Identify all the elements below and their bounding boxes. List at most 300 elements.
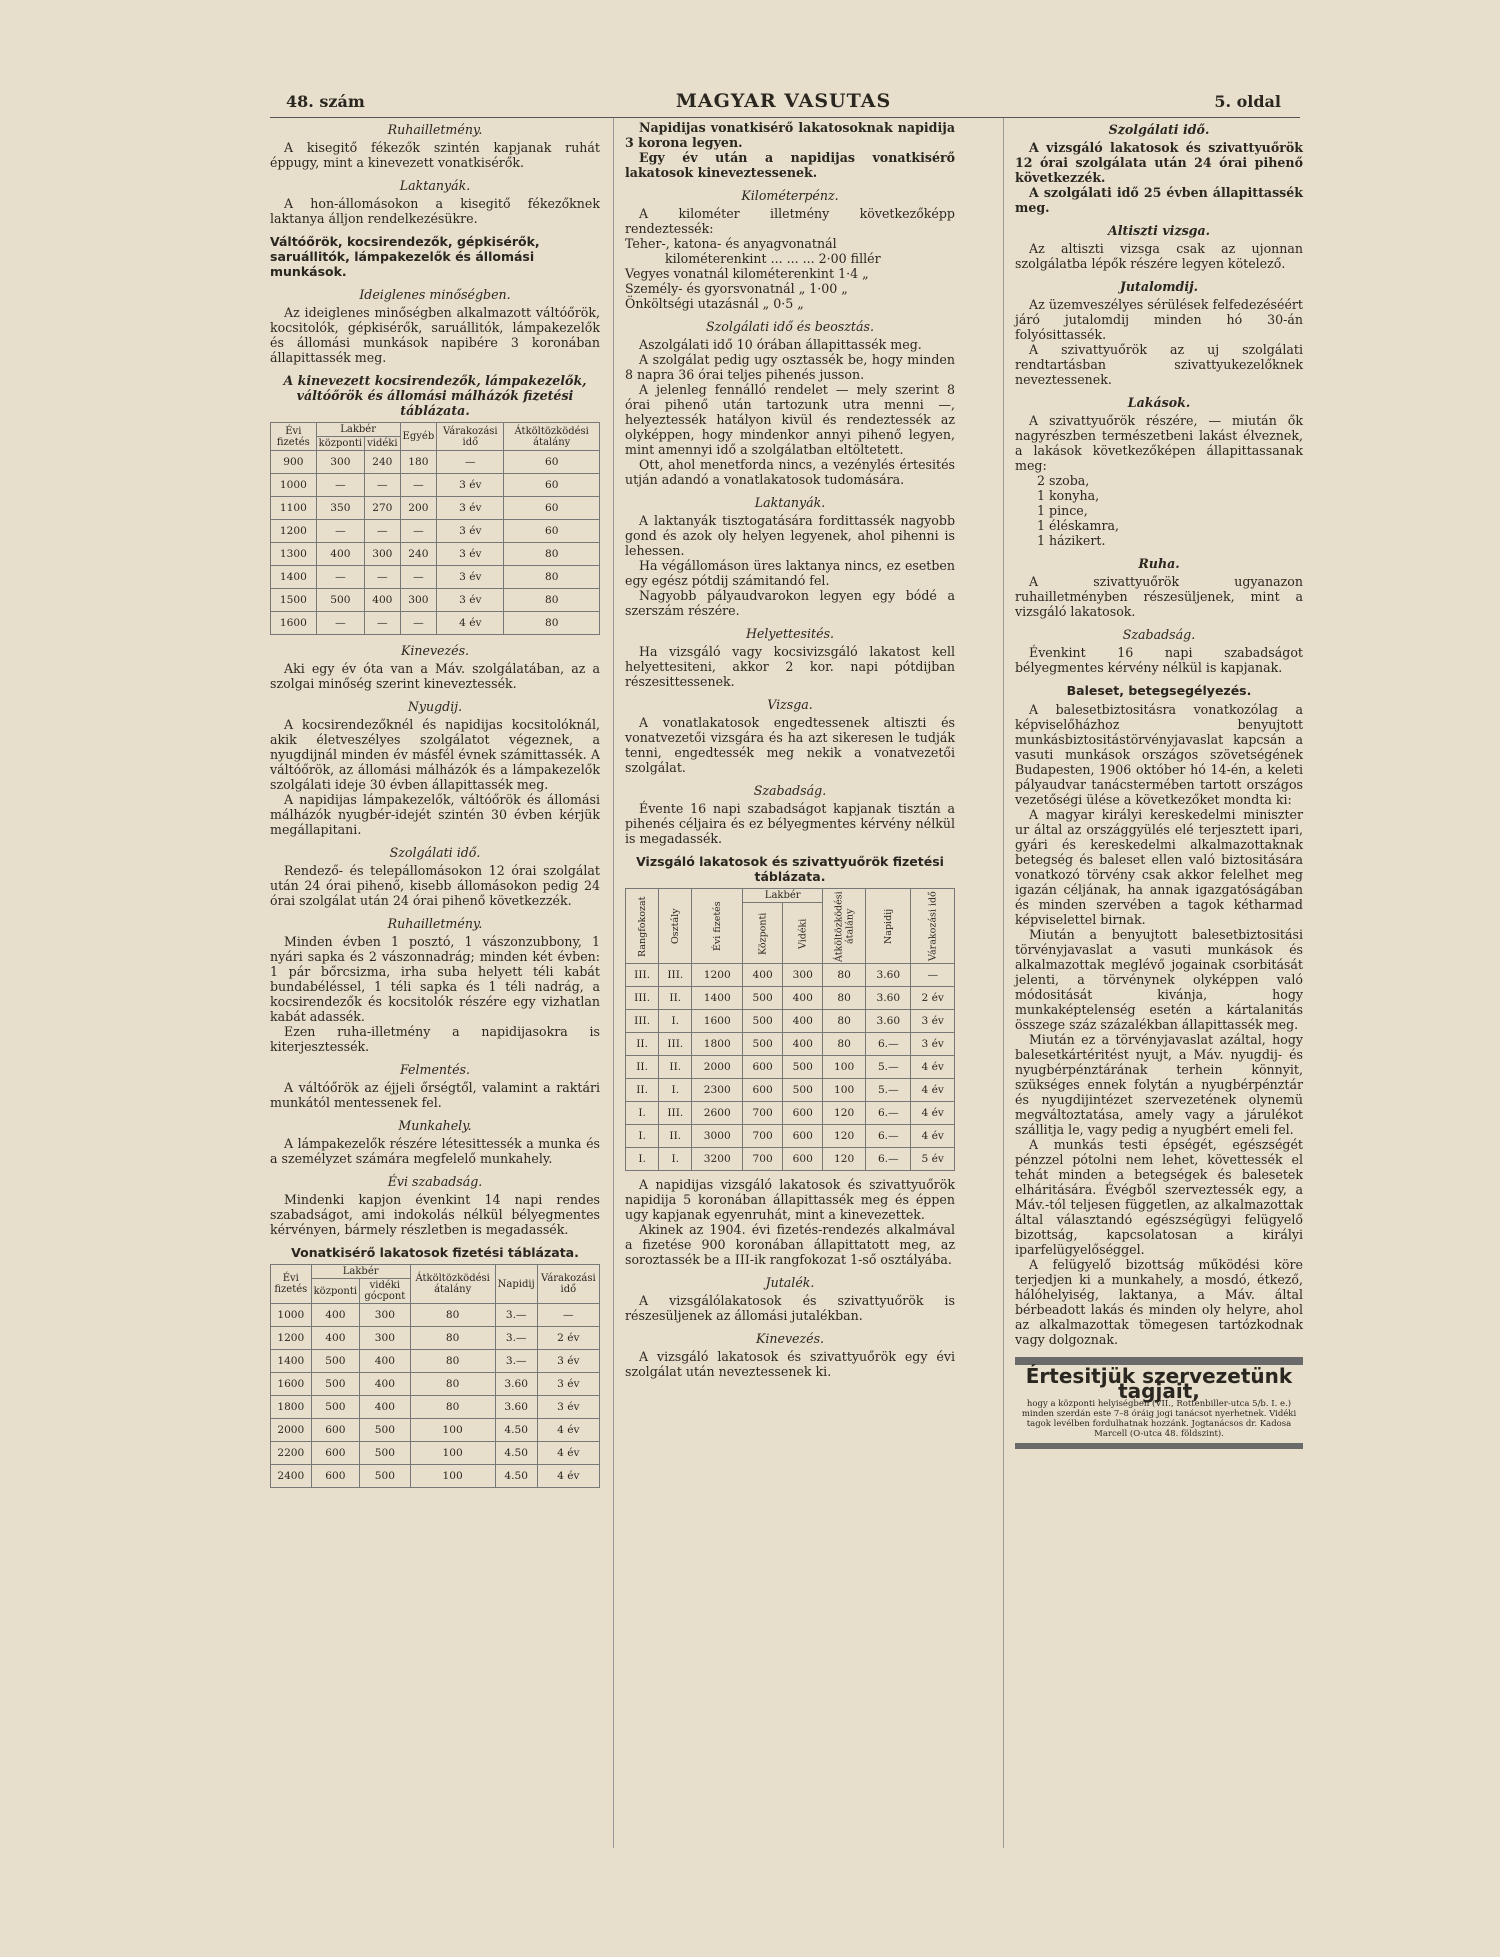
table-cell: 1400 <box>271 1350 312 1373</box>
table-cell: 3.60 <box>495 1396 537 1419</box>
notice-headline: Értesitjük szervezetünk tagjait, <box>1025 1364 1293 1403</box>
table-cell: 80 <box>823 964 866 987</box>
table-cell: 3 év <box>537 1350 599 1373</box>
table-cell: — <box>316 474 364 497</box>
table-row <box>626 1125 955 1148</box>
table-cell: 200 <box>400 497 437 520</box>
table-cell: 4.50 <box>495 1465 537 1488</box>
table-row <box>271 497 600 520</box>
table-cell: 4 év <box>537 1442 599 1465</box>
header-rule <box>270 117 1300 118</box>
table-cell: 3.60 <box>495 1373 537 1396</box>
table-cell: 2 év <box>911 987 955 1010</box>
table-cell: — <box>911 964 955 987</box>
th-annual-salary: Évi fizetés <box>271 423 317 451</box>
table-cell: 400 <box>365 589 400 612</box>
table-cell: 400 <box>743 964 783 987</box>
table-cell: 4.50 <box>495 1419 537 1442</box>
table-cell: 300 <box>360 1327 411 1350</box>
table-cell: 700 <box>743 1148 783 1171</box>
table-cell: 3.60 <box>866 1010 911 1033</box>
table-cell: 60 <box>504 497 600 520</box>
table-cell: 500 <box>783 1056 823 1079</box>
table-cell: 1400 <box>271 566 317 589</box>
section-heading: Laktanyák. <box>754 495 826 510</box>
table-cell: 500 <box>743 1010 783 1033</box>
paragraph: Aszolgálati idő 10 órában állapittassék meg. <box>639 337 922 352</box>
table-cell: 400 <box>360 1373 411 1396</box>
table-row <box>271 543 600 566</box>
section-heading: Helyettesités. <box>745 626 835 641</box>
table-cell: 2 év <box>537 1327 599 1350</box>
table-cell: 180 <box>400 451 437 474</box>
table-cell: 80 <box>410 1373 495 1396</box>
issue-number: 48. szám <box>286 92 365 111</box>
section-heading: Kilométerpénz. <box>741 188 839 203</box>
table-cell: 120 <box>823 1125 866 1148</box>
table-cell: 600 <box>311 1465 359 1488</box>
table-cell: I. <box>659 1148 692 1171</box>
salary-table-1 <box>270 422 600 635</box>
table-cell: III. <box>659 964 692 987</box>
table-cell: 3 év <box>437 589 504 612</box>
table-cell: 100 <box>410 1465 495 1488</box>
table-cell: 80 <box>504 543 600 566</box>
table-cell: 3 év <box>437 520 504 543</box>
table-cell: 1200 <box>271 1327 312 1350</box>
table-cell: 300 <box>783 964 823 987</box>
th-videki: vidéki <box>365 437 400 451</box>
paragraph: A szivattyuőrök részére, — miután ők nagyrészben természetbeni lakást élveznek, a lakások következőképen állapittassanak meg: <box>1015 413 1303 473</box>
table-row <box>626 1079 955 1102</box>
table-row <box>271 1327 600 1350</box>
table-cell: 400 <box>783 1033 823 1056</box>
th-rank: Rangfokozat <box>626 889 659 964</box>
table-cell: 400 <box>360 1396 411 1419</box>
table-cell: 1400 <box>692 987 743 1010</box>
table-cell: — <box>400 520 437 543</box>
table-row <box>271 520 600 543</box>
table-cell: — <box>400 566 437 589</box>
paragraph: A felügyelő bizottság működési köre terjedjen ki a munkahely, a mosdó, étkező, hálóhelyiség, laktanya, a Máv. által bérbeadott lakás és minden oly helyre, ahol az alkalmazottak tömegesen tartózkodnak vagy dolgoznak. <box>1015 1257 1303 1347</box>
table-cell: 5 év <box>911 1148 955 1171</box>
table-cell: 500 <box>743 987 783 1010</box>
table-cell: — <box>365 474 400 497</box>
paragraph: Az ideiglenes minőségben alkalmazott váltóőrök, kocsitolók, gépkisérők, saruállitók, lámpakezelők és állomási munkások napibére 3 koronában állapittassék meg. <box>270 305 600 365</box>
table-cell: 300 <box>360 1304 411 1327</box>
table-cell: 80 <box>410 1327 495 1350</box>
salary-table-2 <box>270 1264 600 1488</box>
table-cell: 1600 <box>692 1010 743 1033</box>
section-heading: Szolgálati idő. <box>389 845 481 860</box>
section-heading: Kinevezés. <box>755 1331 825 1346</box>
paragraph: A jelenleg fennálló rendelet — mely szerint 8 órai pihenő után tartozunk utra menni —, helyeztessék hatályon kivül és rendeztessék az olyképpen, hogy mindenkor annyi pihenő legyen, mint amennyi idő a szolgálatban eltöltetett. <box>625 382 955 457</box>
paragraph: A kilométer illetmény következőképp rendeztessék: <box>625 206 955 236</box>
table-cell: 400 <box>316 543 364 566</box>
bold-heading: Vonatkisérő lakatosok fizetési táblázata. <box>291 1245 579 1260</box>
room-list <box>1037 473 1303 548</box>
table-cell: 1600 <box>271 1373 312 1396</box>
rate-line: kilométerenkint ... ... ... 2·00 fillér <box>665 251 881 266</box>
table-cell: 1200 <box>692 964 743 987</box>
paragraph: Az üzemveszélyes sérülések felfedezéséért járó jutalomdij minden hó 30-án folyósittassék. <box>1015 297 1303 342</box>
table-cell: 80 <box>504 612 600 635</box>
th-kozponti: központi <box>311 1279 359 1304</box>
th-kozponti: Központi <box>743 903 783 964</box>
kilometer-rates <box>625 236 955 311</box>
paragraph: A vizsgáló lakatosok és szivattyuőrök 12 órai szolgálata után 24 órai pihenő következzék. <box>1015 140 1303 185</box>
section-heading: Altiszti vizsga. <box>1107 223 1211 238</box>
paragraph: Napidijas vonatkisérő lakatosoknak napidija 3 korona legyen. <box>625 120 955 150</box>
table-cell: 500 <box>316 589 364 612</box>
table-cell: 3.60 <box>866 964 911 987</box>
table-cell: 300 <box>400 589 437 612</box>
table-cell: 80 <box>410 1396 495 1419</box>
table-body <box>271 1304 600 1488</box>
th-moving: Átköltözködési átalány <box>410 1265 495 1304</box>
th-videki: Vidéki <box>783 903 823 964</box>
table-cell: 4.50 <box>495 1442 537 1465</box>
table-cell: 2200 <box>271 1442 312 1465</box>
table-row <box>271 566 600 589</box>
paragraph: Rendező- és telepállomásokon 12 órai szolgálat után 24 órai pihenő, kisebb állomásokon pedig 24 órai szolgálat után 24 órai pihenő következzék. <box>270 863 600 908</box>
paragraph: A vonatlakatosok engedtessenek altiszti és vonatvezetői vizsgára és ha azt sikeresen le tudják tenni, engedtessék meg nekik a vonatvezetői szolgálat. <box>625 715 955 775</box>
paragraph: A vizsgáló lakatosok és szivattyuőrök egy évi szolgálat után neveztessenek ki. <box>625 1349 955 1379</box>
table-cell: 2600 <box>692 1102 743 1125</box>
table-cell: 3000 <box>692 1125 743 1148</box>
table-row <box>271 451 600 474</box>
th-lakber: Lakbér <box>743 889 823 903</box>
paragraph: Ha vizsgáló vagy kocsivizsgáló lakatost kell helyettesiteni, akkor 2 kor. napi pótdijban részesittessenek. <box>625 644 955 689</box>
th-daily: Napidij <box>495 1265 537 1304</box>
bold-heading: Vizsgáló lakatosok és szivattyuőrök fizetési táblázata. <box>636 854 944 884</box>
table-cell: II. <box>659 1056 692 1079</box>
table-body <box>626 964 955 1171</box>
table-cell: 3 év <box>911 1033 955 1056</box>
paragraph: Ezen ruha-illetmény a napidijasokra is kiterjesztessék. <box>270 1024 600 1054</box>
section-heading: Ruhailletmény. <box>387 916 483 931</box>
list-item: 1 éléskamra, <box>1037 518 1120 533</box>
table-cell: 500 <box>783 1079 823 1102</box>
paragraph: Minden évben 1 posztó, 1 vászonzubbony, 1 nyári sapka és 2 vászonnadrág; minden két évben: 1 pár bőrcsizma, irha suba helyett téli kabát bundabéléssel, 1 téli sapka és 1 téli nadrág, a kocsirendezők és kocsitolók részére egy vizhatlan kabát adassék. <box>270 934 600 1024</box>
table-cell: 5.— <box>866 1056 911 1079</box>
paragraph: A szolgálat pedig ugy osztassék be, hogy minden 8 napra 36 órai teljes pihenés jusson. <box>625 352 955 382</box>
table-cell: III. <box>626 1010 659 1033</box>
th-waiting: Várakozási idő <box>537 1265 599 1304</box>
th-class: Osztály <box>659 889 692 964</box>
table-cell: 400 <box>311 1327 359 1350</box>
table-cell: III. <box>659 1033 692 1056</box>
table-cell: 1000 <box>271 474 317 497</box>
table-cell: I. <box>659 1010 692 1033</box>
section-heading: Felmentés. <box>399 1062 470 1077</box>
salary-table-3 <box>625 888 955 1171</box>
table-cell: 3 év <box>437 566 504 589</box>
table-cell: 500 <box>311 1373 359 1396</box>
table-cell: 240 <box>400 543 437 566</box>
table-row <box>626 1148 955 1171</box>
table-cell: III. <box>626 987 659 1010</box>
bold-heading: Váltóőrök, kocsirendezők, gépkisérők, saruállitók, lámpakezelők és állomási munkások. <box>270 234 540 279</box>
table-cell: 4 év <box>911 1102 955 1125</box>
table-cell: 600 <box>743 1056 783 1079</box>
table-cell: 3 év <box>537 1373 599 1396</box>
table-cell: — <box>365 520 400 543</box>
table-cell: — <box>400 474 437 497</box>
table-cell: 100 <box>823 1056 866 1079</box>
table-cell: I. <box>626 1102 659 1125</box>
table-cell: 4 év <box>437 612 504 635</box>
section-heading: Lakások. <box>1127 395 1191 410</box>
th-lakber: Lakbér <box>311 1265 410 1279</box>
page-header <box>286 92 1281 114</box>
table-cell: 1800 <box>692 1033 743 1056</box>
table-cell: 60 <box>504 451 600 474</box>
table-cell: 400 <box>360 1350 411 1373</box>
table-cell: 300 <box>316 451 364 474</box>
table-cell: — <box>316 566 364 589</box>
table-cell: 80 <box>823 987 866 1010</box>
column-divider <box>613 118 614 1848</box>
table-title: A kinevezett kocsirendezők, lámpakezelők, váltóőrök és állomási málházók fizetési táblázata. <box>283 373 587 418</box>
table-cell: — <box>437 451 504 474</box>
paragraph: Ha végállomáson üres laktanya nincs, ez esetben egy egész pótdij számitandó fel. <box>625 558 955 588</box>
table-cell: 3.— <box>495 1350 537 1373</box>
table-cell: III. <box>626 964 659 987</box>
table-body <box>271 451 600 635</box>
th-egyeb: Egyéb <box>400 423 437 451</box>
table-cell: 2000 <box>692 1056 743 1079</box>
table-cell: 700 <box>743 1102 783 1125</box>
table-row <box>271 1350 600 1373</box>
table-row <box>626 964 955 987</box>
table-cell: II. <box>659 1125 692 1148</box>
rate-line: Vegyes vonatnál kilométerenkint 1·4 „ <box>625 266 869 281</box>
paragraph: Évenkint 16 napi szabadságot bélyegmentes kérvény nélkül is kapjanak. <box>1015 645 1303 675</box>
table-cell: — <box>365 566 400 589</box>
table-cell: 4 év <box>537 1465 599 1488</box>
table-cell: II. <box>626 1056 659 1079</box>
table-cell: 6.— <box>866 1033 911 1056</box>
paragraph: Ott, ahol menetforda nincs, a vezénylés értesités utján adandó a vonatlakatosok tudomására. <box>625 457 955 487</box>
table-cell: II. <box>626 1079 659 1102</box>
table-cell: — <box>316 520 364 543</box>
table-cell: 600 <box>783 1102 823 1125</box>
table-cell: 500 <box>360 1465 411 1488</box>
table-cell: I. <box>626 1148 659 1171</box>
th-lakber: Lakbér <box>316 423 400 437</box>
column-1 <box>270 120 600 1494</box>
paragraph: Évente 16 napi szabadságot kapjanak tisztán a pihenés céljaira és ez bélyegmentes kérvény nélkül is megadassék. <box>625 801 955 846</box>
page-number: 5. oldal <box>1214 92 1281 111</box>
table-cell: 3 év <box>437 497 504 520</box>
table-cell: 60 <box>504 474 600 497</box>
table-cell: 3.— <box>495 1304 537 1327</box>
table-cell: 3 év <box>437 543 504 566</box>
table-row <box>271 1442 600 1465</box>
table-cell: I. <box>659 1079 692 1102</box>
table-cell: 80 <box>504 589 600 612</box>
table-row <box>271 1465 600 1488</box>
paragraph: A munkás testi épségét, egészségét pénzzel pótolni nem lehet, követtessék el tehát minden a betegségek és balesetek elháritására. Évégből szerveztessék egy, a Máv.-tól teljesen független, az alkalmazottak által választandó egészségügyi felügyelő bizottság, kapcsolatosan a királyi iparfelügyelőséggel. <box>1015 1137 1303 1257</box>
table-cell: — <box>537 1304 599 1327</box>
paragraph: A kocsirendezőknél és napidijas kocsitolóknál, akik életveszélyes szolgálatot végeznek, a nyugdijnál minden év másfél évnek számittassék. A váltóőrök, az állomási málházók és a lámpakezelők szolgálati ideje 30 évben állapittassék meg. <box>270 717 600 792</box>
paragraph: A váltóőrök az éjjeli őrségtől, valamint a raktári munkától mentessenek fel. <box>270 1080 600 1110</box>
section-heading: Kinevezés. <box>400 643 470 658</box>
table-cell: 500 <box>360 1442 411 1465</box>
th-annual-salary: Évi fizetés <box>271 1265 312 1304</box>
table-cell: — <box>365 612 400 635</box>
table-row <box>271 1373 600 1396</box>
table-cell: 6.— <box>866 1125 911 1148</box>
table-cell: 600 <box>743 1079 783 1102</box>
paragraph: A vizsgálólakatosok és szivattyuőrök is részesüljenek az állomási jutalékban. <box>625 1293 955 1323</box>
section-heading: Évi szabadság. <box>387 1174 483 1189</box>
table-cell: 100 <box>823 1079 866 1102</box>
table-cell: — <box>316 612 364 635</box>
table-cell: 240 <box>365 451 400 474</box>
section-heading: Jutalék. <box>765 1275 815 1290</box>
paragraph: Nagyobb pályaudvarokon legyen egy bódé a szerszám részére. <box>625 588 955 618</box>
th-moving: Átköltözködési átalány <box>504 423 600 451</box>
notice-box <box>1015 1357 1303 1449</box>
table-cell: 500 <box>311 1396 359 1419</box>
bold-heading: Baleset, betegsegélyezés. <box>1066 683 1252 698</box>
table-cell: 400 <box>311 1304 359 1327</box>
table-cell: 700 <box>743 1125 783 1148</box>
table-cell: 900 <box>271 451 317 474</box>
section-heading: Ideiglenes minőségben. <box>359 287 511 302</box>
th-moving: Átköltözködési átalány <box>823 889 866 964</box>
section-heading: Szabadság. <box>753 783 827 798</box>
table-cell: 80 <box>823 1033 866 1056</box>
table-row <box>626 1033 955 1056</box>
masthead-title: MAGYAR VASUTAS <box>675 90 892 112</box>
column-divider <box>1003 118 1004 1848</box>
section-heading: Munkahely. <box>398 1118 472 1133</box>
section-heading: Ruha. <box>1138 556 1180 571</box>
table-cell: 80 <box>410 1350 495 1373</box>
table-row <box>626 987 955 1010</box>
table-cell: 1000 <box>271 1304 312 1327</box>
table-cell: 600 <box>311 1442 359 1465</box>
table-cell: 3 év <box>437 474 504 497</box>
table-cell: 2300 <box>692 1079 743 1102</box>
paragraph: A szivattyuőrök az uj szolgálati rendtartásban szivattyukezelőknek neveztessenek. <box>1015 342 1303 387</box>
table-cell: 600 <box>783 1148 823 1171</box>
table-row <box>271 1396 600 1419</box>
notice-text: hogy a központi helyiségben (VII., Rottenbiller-utca 5/b. I. e.) minden szerdán este 7–8 óráig jogi tanácsot nyerhetnek. Vidéki tagok levélben fordulhatnak hozzánk. Jogtanácsos dr. Kadosa Marcell (O-utca 48. földszint). <box>1021 1399 1297 1439</box>
table-cell: 300 <box>365 543 400 566</box>
table-cell: 120 <box>823 1102 866 1125</box>
table-cell: 270 <box>365 497 400 520</box>
paragraph: A lámpakezelők részére létesittessék a munka és a személyzet számára megfelelő munkahely. <box>270 1136 600 1166</box>
table-row <box>271 612 600 635</box>
th-waiting: Várakozási idő <box>437 423 504 451</box>
paragraph: Mindenki kapjon évenkint 14 napi rendes szabadságot, ami indokolás nélkül bélyegmentes kérvényen, bármely részletben is megadassék. <box>270 1192 600 1237</box>
table-cell: I. <box>626 1125 659 1148</box>
table-row <box>271 589 600 612</box>
table-cell: 1800 <box>271 1396 312 1419</box>
paragraph: Miután ez a törvényjavaslat azáltal, hogy balesetkártéritést nyujt, a Máv. nyugdij- és nyugbérpénztárának terhein könnyit, szükséges ennek folytán a nyugbérpénztár és nyugdijintézet szervezetének olynemü megváltoztatása, amely vagy a járulékot szállitja le, vagy pedig a nyugbért emeli fel. <box>1015 1032 1303 1137</box>
table-cell: 1600 <box>271 612 317 635</box>
th-waiting: Várakozási idő <box>911 889 955 964</box>
list-item: 1 házikert. <box>1037 533 1106 548</box>
table-cell: 3 év <box>911 1010 955 1033</box>
table-cell: 6.— <box>866 1102 911 1125</box>
table-cell: II. <box>626 1033 659 1056</box>
table-cell: 1200 <box>271 520 317 543</box>
table-row <box>626 1102 955 1125</box>
column-2 <box>625 120 955 1379</box>
paragraph: A laktanyák tisztogatására fordittassék nagyobb gond és azok oly helyen legyenek, ahol pihenni is lehessen. <box>625 513 955 558</box>
table-cell: II. <box>659 987 692 1010</box>
list-item: 1 konyha, <box>1037 488 1100 503</box>
section-heading: Vizsga. <box>767 697 813 712</box>
table-cell: 500 <box>360 1419 411 1442</box>
table-cell: 4 év <box>911 1079 955 1102</box>
section-heading: Ruhailletmény. <box>387 122 483 137</box>
paragraph: Akinek az 1904. évi fizetés-rendezés alkalmával a fizetése 900 koronában állapittatott meg, az soroztassék be a III-ik rangfokozat 1-ső osztályába. <box>625 1222 955 1267</box>
table-cell: 3.60 <box>866 987 911 1010</box>
table-cell: 500 <box>311 1350 359 1373</box>
table-cell: — <box>400 612 437 635</box>
table-cell: 600 <box>311 1419 359 1442</box>
paragraph: Miután a benyujtott balesetbiztositási törvényjavaslat a vasuti munkások és alkalmazottak meglévő jogainak csorbitását jelenti, a törvénynek olyképpen való módositását kivánja, hogy munkaképtelenség esetén a kártalanitás összege száz százalékban állapittassék meg. <box>1015 927 1303 1032</box>
table-cell: 100 <box>410 1442 495 1465</box>
section-heading: Szolgálati idő. <box>1108 122 1210 137</box>
paragraph: A szolgálati idő 25 évben állapittassék meg. <box>1015 185 1303 215</box>
table-row <box>626 1010 955 1033</box>
table-cell: 400 <box>783 1010 823 1033</box>
th-daily: Napidij <box>866 889 911 964</box>
table-cell: 1100 <box>271 497 317 520</box>
table-cell: 1500 <box>271 589 317 612</box>
paragraph: Az altiszti vizsga csak az ujonnan szolgálatba lépők részére legyen kötelező. <box>1015 241 1303 271</box>
table-cell: 500 <box>743 1033 783 1056</box>
section-heading: Laktanyák. <box>399 178 471 193</box>
th-kozponti: központi <box>316 437 364 451</box>
section-heading: Szabadság. <box>1122 627 1196 642</box>
table-cell: 80 <box>410 1304 495 1327</box>
section-heading: Nyugdij. <box>407 699 463 714</box>
paragraph: A magyar királyi kereskedelmi miniszter ur által az országgyülés elé terjesztett ipari, gyári és kereskedelmi alkalmazottaknak betegség és baleset ellen való biztositására vonatkozó törvény csak akkor felelhet meg igazán céljának, ha annak igazgatóságában és minden szervében a tagok kétharmad képviselettel birnak. <box>1015 807 1303 927</box>
table-row <box>271 1304 600 1327</box>
list-item: 1 pince, <box>1037 503 1088 518</box>
list-item: 2 szoba, <box>1037 473 1090 488</box>
table-cell: 2400 <box>271 1465 312 1488</box>
table-cell: 5.— <box>866 1079 911 1102</box>
table-cell: 60 <box>504 520 600 543</box>
column-3 <box>1015 120 1303 1449</box>
table-cell: 350 <box>316 497 364 520</box>
paragraph: A balesetbiztositásra vonatkozólag a képviselőházhoz benyujtott munkásbiztositástörvényjavaslat kapcsán a vasuti munkások országos szövetségének Budapesten, 1906 október hó 14-én, a keleti pályaudvar tanácstermében tartott országos vezetőségi ülése a következőket mondta ki: <box>1015 702 1303 807</box>
table-cell: 600 <box>783 1125 823 1148</box>
paragraph: A szivattyuőrök ugyanazon ruhailletményben részesüljenek, mint a vizsgáló lakatosok. <box>1015 574 1303 619</box>
section-heading: Jutalomdij. <box>1119 279 1199 294</box>
th-videki: vidéki gócpont <box>360 1279 411 1304</box>
section-heading: Szolgálati idő és beosztás. <box>706 319 874 334</box>
table-cell: 100 <box>410 1419 495 1442</box>
table-cell: 4 év <box>537 1419 599 1442</box>
table-cell: 80 <box>504 566 600 589</box>
table-row <box>271 474 600 497</box>
rate-line: Teher-, katona- és anyagvonatnál <box>625 236 837 251</box>
rate-line: Önköltségi utazásnál „ 0·5 „ <box>625 296 804 311</box>
table-cell: 1300 <box>271 543 317 566</box>
table-cell: 120 <box>823 1148 866 1171</box>
paragraph: A napidijas vizsgáló lakatosok és szivattyuőrök napidija 5 koronában állapittassék meg és éppen ugy kapjanak egyenruhát, mint a kinevezettek. <box>625 1177 955 1222</box>
